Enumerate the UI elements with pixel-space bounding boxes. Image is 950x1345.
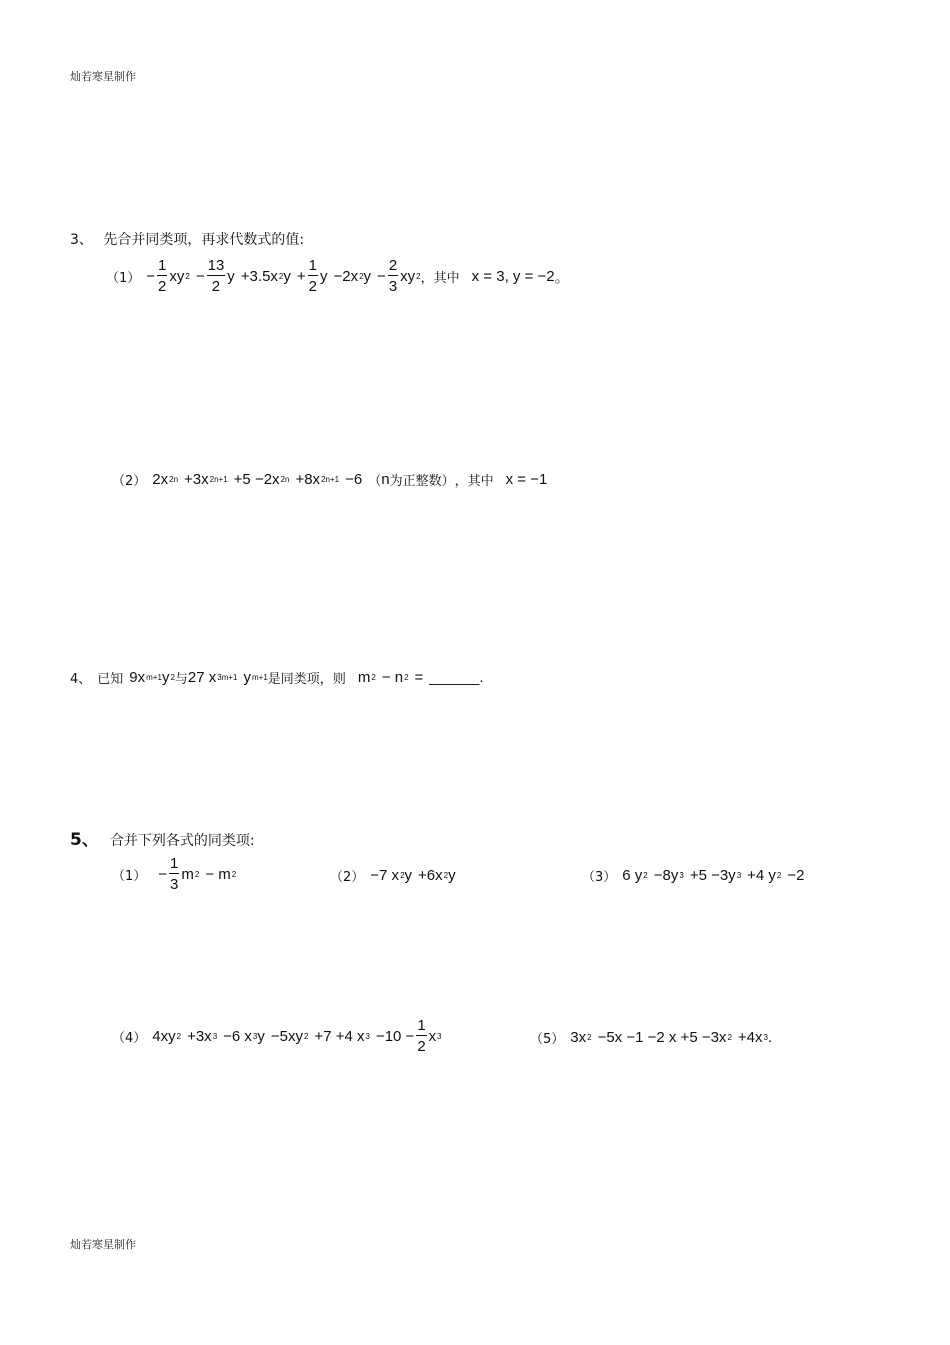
- exponent: 2: [371, 673, 376, 682]
- q5-item-3: [582, 866, 804, 885]
- question-title: 合并下列各式的同类项:: [109, 833, 255, 849]
- term: y: [319, 267, 328, 285]
- term: −6 x: [223, 1027, 252, 1045]
- term: y: [257, 1027, 265, 1045]
- term: 6 y: [622, 867, 643, 884]
- numerator: 1: [308, 257, 317, 274]
- item-label: （2）: [330, 870, 365, 885]
- then-label: 则: [332, 672, 346, 687]
- equals: =: [414, 669, 424, 686]
- fraction: [416, 1018, 426, 1054]
- is-like-terms: 是同类项，: [267, 672, 333, 687]
- denominator: 3: [170, 876, 179, 893]
- exponent: 2: [776, 871, 782, 880]
- term: +6x: [418, 867, 443, 884]
- question-3-heading: [70, 229, 304, 249]
- term: −5xy: [270, 1027, 303, 1045]
- sign: −: [158, 865, 168, 883]
- exponent: 3: [763, 1033, 768, 1042]
- comma: ，: [454, 474, 468, 489]
- term: −2x: [333, 267, 359, 285]
- exponent: 2: [443, 871, 449, 880]
- denominator: 2: [211, 278, 221, 295]
- term: xy: [400, 267, 416, 285]
- numerator: 1: [170, 855, 179, 872]
- footer-watermark: 灿若寒星制作: [70, 1238, 136, 1251]
- numerator: 2: [388, 257, 398, 274]
- exponent: 3: [365, 1031, 370, 1041]
- denominator: 2: [308, 278, 317, 295]
- question-number: 4、: [70, 672, 92, 687]
- known-label: 已知: [97, 672, 124, 687]
- exponent: 2: [643, 871, 648, 880]
- item-label: （1）: [106, 270, 141, 286]
- term: 27 x: [187, 669, 217, 686]
- fraction: [388, 258, 398, 294]
- numerator: 13: [207, 257, 225, 274]
- item-label: （2）: [112, 474, 147, 489]
- answer-blank[interactable]: ______: [429, 669, 480, 686]
- exponent: 2: [185, 271, 190, 281]
- exponent: 2: [194, 869, 200, 879]
- term: m: [181, 865, 194, 883]
- sign: −: [195, 267, 205, 285]
- question-5-heading: [70, 825, 255, 850]
- where-label: 其中: [433, 270, 460, 286]
- term: 2x: [152, 471, 169, 488]
- term: y: [404, 867, 413, 884]
- item-label: （5）: [530, 1032, 565, 1047]
- term: +5 −2x: [233, 471, 280, 488]
- sign: −: [146, 267, 156, 285]
- exponent: 2: [170, 673, 175, 682]
- term: −2: [787, 867, 805, 884]
- q3-part-1: [106, 258, 570, 294]
- exponent: m+1: [146, 673, 162, 682]
- term: +8x: [295, 471, 321, 488]
- term: −5x −1 −2 x +5 −3x: [597, 1029, 727, 1046]
- exponent: 2: [587, 1033, 592, 1042]
- q5-item-2: [330, 866, 456, 885]
- exponent: 2: [176, 1031, 182, 1041]
- term: m: [357, 669, 371, 686]
- header-watermark: 灿若寒星制作: [70, 70, 136, 83]
- comma: ，: [420, 270, 434, 286]
- fraction: [169, 856, 179, 892]
- sign: +: [296, 267, 306, 285]
- variable: n: [381, 471, 390, 488]
- term: +3.5x: [240, 267, 278, 285]
- term: 3x: [570, 1029, 587, 1046]
- term: y: [363, 267, 372, 285]
- term: −6: [345, 471, 363, 488]
- exponent: 3: [679, 871, 684, 880]
- term: 9x: [129, 669, 146, 686]
- fraction: [308, 258, 318, 294]
- exponent: 3m+1: [217, 673, 238, 682]
- term: +4x: [737, 1029, 763, 1046]
- term: +4 y: [747, 867, 776, 884]
- exponent: m+1: [252, 673, 268, 682]
- exponent: 3: [437, 1031, 442, 1041]
- end-mark: .: [479, 669, 484, 686]
- end-mark: 。: [554, 268, 570, 286]
- term: +3x: [187, 1027, 212, 1045]
- exponent: 3: [252, 1031, 258, 1041]
- question-number: 5、: [70, 830, 99, 850]
- denominator: 3: [388, 278, 398, 295]
- exponent: 2n+1: [321, 475, 340, 484]
- where-label: 其中: [467, 474, 494, 489]
- exponent: 2n: [169, 475, 179, 484]
- item-label: （1）: [112, 868, 147, 884]
- with-label: 与: [174, 672, 188, 687]
- term: y: [227, 267, 235, 285]
- q5-item-1: [112, 856, 236, 892]
- note: 为正整数）: [389, 474, 455, 489]
- q3-part-2: [112, 470, 547, 489]
- term: y: [161, 669, 170, 686]
- exponent: 3: [212, 1031, 218, 1041]
- term: −7 x: [370, 867, 400, 884]
- term: +3x: [184, 471, 209, 488]
- fraction: [207, 258, 226, 294]
- term: +5 −3y: [689, 867, 736, 884]
- term: −8y: [653, 867, 679, 884]
- exponent: 2: [727, 1033, 732, 1042]
- exponent: 2: [404, 673, 409, 682]
- end-mark: .: [767, 1029, 773, 1046]
- exponent: 2: [416, 271, 421, 281]
- exponent: 2n: [280, 475, 290, 484]
- term: y: [448, 867, 456, 884]
- exponent: 3: [736, 871, 742, 880]
- question-title: 先合并同类项，再求代数式的值:: [103, 232, 305, 248]
- q5-item-5: [530, 1028, 772, 1047]
- term: xy: [169, 267, 185, 285]
- exponent: 2: [303, 1031, 309, 1041]
- term: 4xy: [152, 1027, 176, 1045]
- term: y: [243, 669, 251, 686]
- numerator: 1: [158, 257, 167, 274]
- denominator: 2: [417, 1038, 426, 1055]
- term: − n: [381, 669, 404, 686]
- term: −10 −: [375, 1027, 415, 1045]
- term: − m: [205, 865, 231, 883]
- question-number: 3、: [70, 232, 93, 248]
- fraction: [157, 258, 167, 294]
- denominator: 2: [158, 278, 167, 295]
- term: +7 +4 x: [314, 1027, 365, 1045]
- term: y: [283, 267, 291, 285]
- item-label: （3）: [582, 870, 617, 885]
- paren: （: [368, 474, 382, 489]
- exponent: 2n+1: [209, 475, 228, 484]
- condition: x = −1: [505, 471, 548, 488]
- exponent: 2: [278, 271, 284, 281]
- exponent: 2: [231, 869, 237, 879]
- exponent: 2: [400, 871, 405, 880]
- condition: x = 3, y = −2: [471, 267, 555, 285]
- item-label: （4）: [112, 1030, 147, 1046]
- numerator: 1: [417, 1017, 426, 1034]
- term: x: [428, 1027, 437, 1045]
- exponent: 2: [359, 271, 364, 281]
- sign: −: [377, 267, 386, 285]
- question-4: [70, 668, 484, 687]
- q5-item-4: [112, 1018, 442, 1054]
